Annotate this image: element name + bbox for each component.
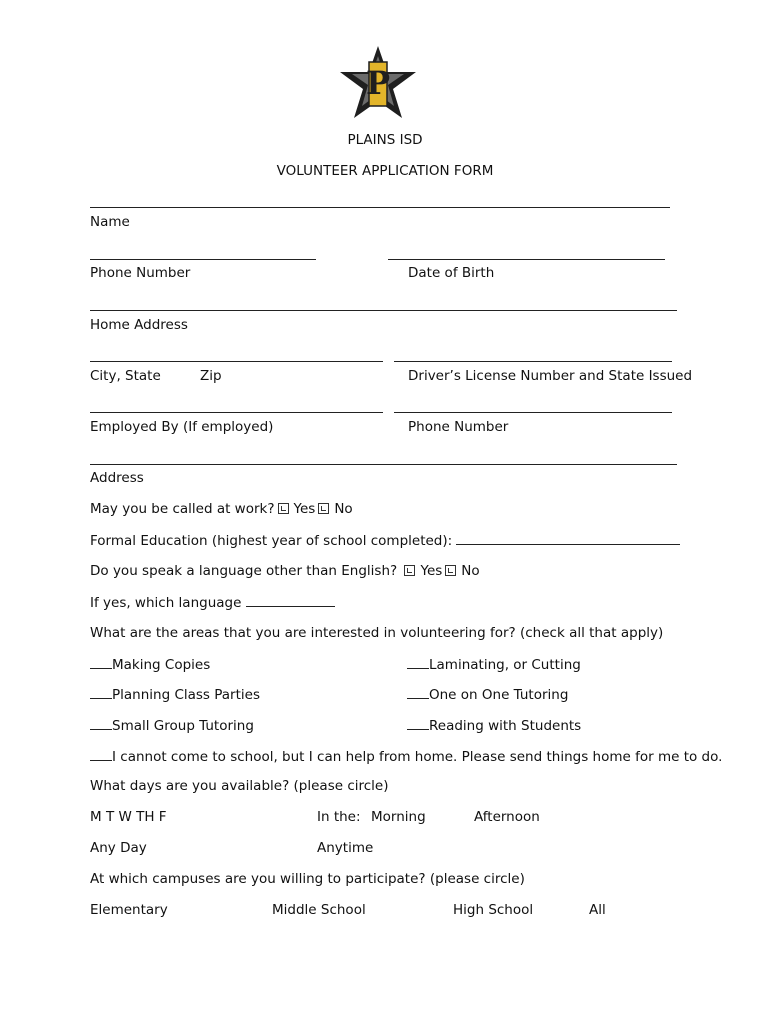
star-logo-icon: [338, 44, 418, 122]
laminating-option: [407, 656, 581, 673]
planning-parties-option: [90, 686, 260, 703]
days-options[interactable]: M T W TH F: [90, 809, 167, 825]
from-home-label: I cannot come to school, but I can help from home. Please send things home for me to do.: [112, 749, 723, 765]
all-campuses-option[interactable]: All: [589, 902, 606, 918]
city-state-line[interactable]: [90, 361, 383, 362]
svg-text:P: P: [365, 64, 391, 102]
employer-line[interactable]: [90, 412, 383, 413]
lang-no-label: No: [461, 563, 480, 579]
small-group-blank[interactable]: [90, 717, 112, 730]
which-language-blank[interactable]: [246, 594, 335, 607]
lang-yes-checkbox[interactable]: [404, 565, 415, 576]
dob-label: Date of Birth: [408, 265, 495, 281]
high-school-option[interactable]: High School: [453, 902, 534, 918]
laminating-label: Laminating, or Cutting: [429, 657, 581, 673]
anytime-option[interactable]: Anytime: [317, 840, 374, 856]
plains-isd-logo: [338, 44, 418, 122]
work-phone-label: Phone Number: [408, 419, 509, 435]
dob-line[interactable]: [388, 259, 665, 260]
areas-question: What are the areas that you are interested in volunteering for? (check all that apply): [90, 625, 664, 641]
one-on-one-blank[interactable]: [407, 686, 429, 699]
language-question: [90, 563, 480, 579]
small-group-label: Small Group Tutoring: [112, 718, 254, 734]
form-title: VOLUNTEER APPLICATION FORM: [276, 163, 494, 179]
middle-school-option[interactable]: Middle School: [272, 902, 366, 918]
making-copies-blank[interactable]: [90, 656, 112, 669]
work-address-label: Address: [90, 470, 144, 486]
in-the-label: In the:: [317, 809, 361, 825]
drivers-license-label: Driver’s License Number and State Issued: [408, 368, 693, 384]
campuses-question: At which campuses are you willing to participate? (please circle): [90, 871, 525, 887]
morning-option[interactable]: Morning: [371, 809, 426, 825]
from-home-option: [90, 748, 722, 765]
language-text: Do you speak a language other than English?: [90, 563, 398, 579]
education-question: [90, 532, 680, 549]
call-at-work-text: May you be called at work?: [90, 501, 275, 517]
one-on-one-label: One on One Tutoring: [429, 687, 569, 703]
call-yes-label: Yes: [293, 501, 316, 517]
making-copies-option: [90, 656, 210, 673]
reading-label: Reading with Students: [429, 718, 582, 734]
reading-blank[interactable]: [407, 717, 429, 730]
which-language-question: [90, 594, 335, 611]
call-yes-checkbox[interactable]: [278, 503, 289, 514]
from-home-blank[interactable]: [90, 748, 112, 761]
one-on-one-option: [407, 686, 568, 703]
phone-label: Phone Number: [90, 265, 191, 281]
drivers-license-line[interactable]: [394, 361, 672, 362]
education-text: Formal Education (highest year of school completed):: [90, 533, 453, 549]
any-day-option[interactable]: Any Day: [90, 840, 147, 856]
lang-yes-label: Yes: [420, 563, 443, 579]
laminating-blank[interactable]: [407, 656, 429, 669]
availability-question: What days are you available? (please circle): [90, 778, 389, 794]
city-state-label: City, State: [90, 368, 161, 384]
name-line[interactable]: [90, 207, 670, 208]
planning-parties-blank[interactable]: [90, 686, 112, 699]
call-no-checkbox[interactable]: [318, 503, 329, 514]
elementary-option[interactable]: Elementary: [90, 902, 168, 918]
afternoon-option[interactable]: Afternoon: [474, 809, 540, 825]
call-at-work-question: [90, 501, 353, 517]
name-label: Name: [90, 214, 130, 230]
small-group-option: [90, 717, 254, 734]
reading-option: [407, 717, 581, 734]
call-no-label: No: [334, 501, 353, 517]
education-blank[interactable]: [456, 532, 680, 545]
which-language-text: If yes, which language: [90, 595, 242, 611]
home-address-label: Home Address: [90, 317, 188, 333]
phone-line[interactable]: [90, 259, 316, 260]
home-address-line[interactable]: [90, 310, 677, 311]
org-name: PLAINS ISD: [347, 132, 423, 148]
lang-no-checkbox[interactable]: [445, 565, 456, 576]
making-copies-label: Making Copies: [112, 657, 211, 673]
work-phone-line[interactable]: [394, 412, 672, 413]
planning-parties-label: Planning Class Parties: [112, 687, 260, 703]
employer-label: Employed By (If employed): [90, 419, 274, 435]
work-address-line[interactable]: [90, 464, 677, 465]
zip-label: Zip: [200, 368, 222, 384]
